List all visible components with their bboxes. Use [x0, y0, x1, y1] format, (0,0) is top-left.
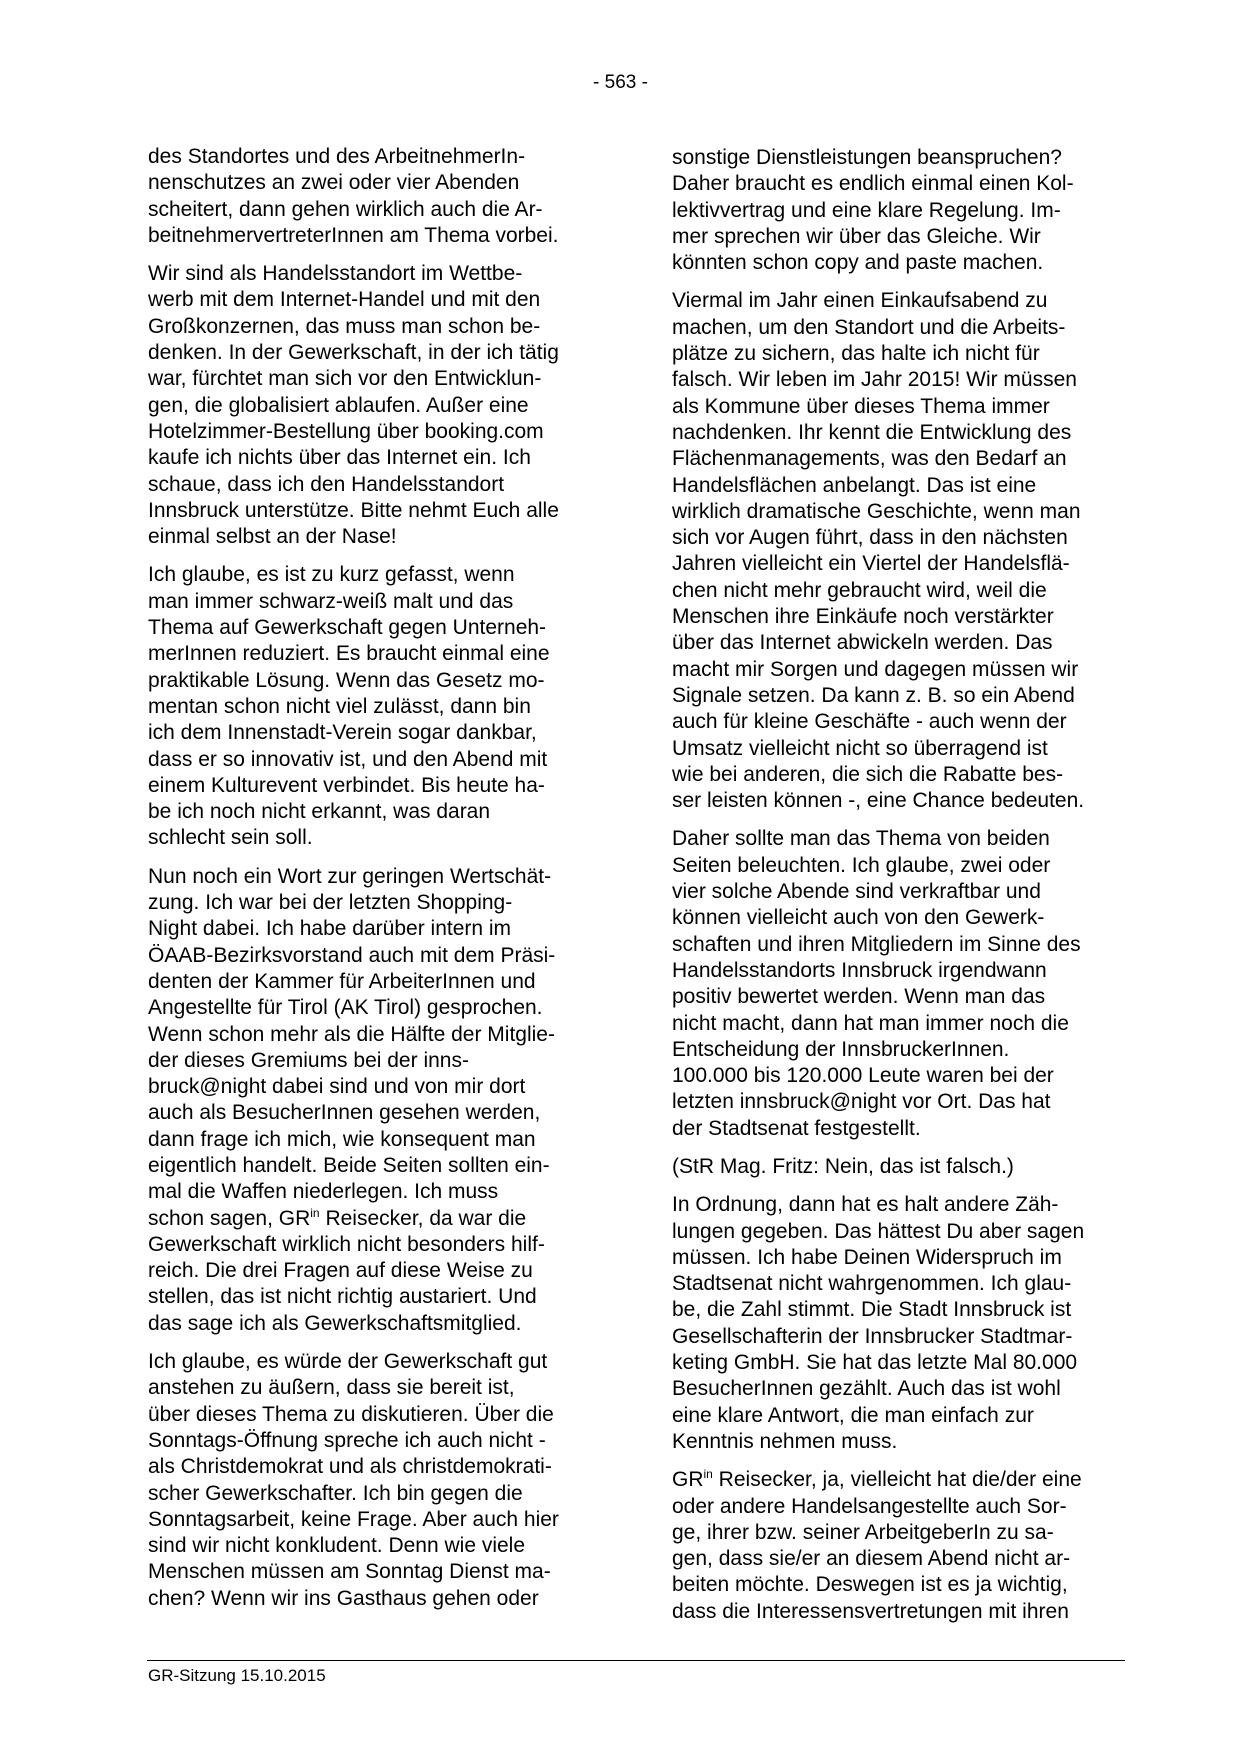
text-line: einmal selbst an der Nase!	[148, 525, 397, 549]
text-line: dass die Interessensvertretungen mit ihren	[672, 1599, 1069, 1623]
text-line: (StR Mag. Fritz: Nein, das ist falsch.)	[672, 1154, 1014, 1178]
text-line: schaften und ihren Mitgliedern im Sinne des	[672, 932, 1081, 956]
text-line: lungen gegeben. Das hättest Du aber sagen	[672, 1219, 1085, 1243]
text-line: beiten möchte. Deswegen ist es ja wichtig,	[672, 1573, 1068, 1597]
text-line: Stadtsenat nicht wahrgenommen. Ich glau-	[672, 1272, 1072, 1296]
text-line: dass er so innovativ ist, und den Abend mit	[148, 747, 548, 771]
right-column	[672, 145, 1122, 1637]
paragraph	[148, 1349, 598, 1612]
text-line: gen, dass sie/er an diesem Abend nicht ar-	[672, 1547, 1071, 1571]
text-line: mentan schon nicht viel zulässt, dann bin	[148, 694, 531, 718]
text-line: letzten innsbruck@night vor Ort. Das hat	[672, 1090, 1051, 1114]
text-line: ge, ihrer bzw. seiner ArbeitgeberIn zu sa-	[672, 1520, 1054, 1544]
text-line: Jahren vielleicht ein Viertel der Handelsflä-	[672, 552, 1070, 576]
text-line: nachdenken. Ihr kennt die Entwicklung des	[672, 420, 1072, 444]
text-line: BesucherInnen gezählt. Auch das ist wohl	[672, 1377, 1061, 1401]
text-line: schlecht sein soll.	[148, 826, 313, 850]
text-line: Signale setzen. Da kann z. B. so ein Abend	[672, 683, 1075, 707]
text-line: über dieses Thema zu diskutieren. Über die	[148, 1402, 554, 1426]
left-column	[148, 144, 598, 1624]
footer-divider	[147, 1660, 1125, 1661]
text-line: beitnehmervertreterInnen am Thema vorbei.	[148, 223, 559, 247]
text-line: scher Gewerkschafter. Ich bin gegen die	[148, 1481, 523, 1505]
text-line: plätze zu sichern, das halte ich nicht für	[672, 342, 1040, 366]
text-line: chen? Wenn wir ins Gasthaus gehen oder	[148, 1586, 539, 1610]
paragraph	[672, 1154, 1122, 1180]
text-line: Sonntagsarbeit, keine Frage. Aber auch hier	[148, 1507, 559, 1531]
text-line: Umsatz vielleicht nicht so überragend ist	[672, 736, 1048, 760]
text-line: könnten schon copy and paste machen.	[672, 251, 1044, 275]
text-line: Daher braucht es endlich einmal einen Kol-	[672, 172, 1074, 196]
text-line: können vielleicht auch von den Gewerk-	[672, 906, 1045, 930]
paragraph	[148, 562, 598, 851]
paragraph	[148, 144, 598, 249]
text-line: oder andere Handelsangestellte auch Sor-	[672, 1494, 1067, 1518]
text-line: wirklich dramatische Geschichte, wenn man	[672, 499, 1081, 523]
text-line: positiv bewertet werden. Wenn man das	[672, 985, 1046, 1009]
text-line: Night dabei. Ich habe darüber intern im	[148, 917, 512, 941]
text-line: Flächenmanagements, was den Bedarf an	[672, 447, 1067, 471]
paragraph	[672, 826, 1122, 1142]
text-line: ich dem Innenstadt-Verein sogar dankbar,	[148, 721, 537, 745]
footer-session-date: GR-Sitzung 15.10.2015	[148, 1666, 326, 1685]
text-line: nicht macht, dann hat man immer noch die	[672, 1011, 1069, 1035]
text-line: mal die Waffen niederlegen. Ich muss	[148, 1180, 499, 1204]
text-line: man immer schwarz-weiß malt und das	[148, 589, 514, 613]
paragraph	[672, 288, 1122, 814]
text-line: vier solche Abende sind verkraftbar und	[672, 880, 1041, 904]
text-line: Kenntnis nehmen muss.	[672, 1429, 898, 1453]
text-line: einem Kulturevent verbindet. Bis heute ha-	[148, 773, 545, 797]
text-line: denken. In der Gewerkschaft, in der ich tätig	[148, 341, 559, 365]
text-line: In Ordnung, dann hat es halt andere Zäh-	[672, 1193, 1059, 1217]
text-line: anstehen zu äußern, dass sie bereit ist,	[148, 1376, 515, 1400]
text-line: chen nicht mehr gebraucht wird, weil die	[672, 578, 1047, 602]
text-line: denten der Kammer für ArbeiterInnen und	[148, 969, 536, 993]
text-line: der Stadtsenat festgestellt.	[672, 1116, 921, 1140]
text-line: Wenn schon mehr als die Hälfte der Mitglie-	[148, 1022, 555, 1046]
paragraph	[148, 864, 598, 1337]
text-line: eigentlich handelt. Beide Seiten sollten ein-	[148, 1153, 550, 1177]
text-line: dann frage ich mich, wie konsequent man	[148, 1127, 536, 1151]
text-line: als Kommune über dieses Thema immer	[672, 394, 1050, 418]
text-line: Thema auf Gewerkschaft gegen Unterneh-	[148, 616, 547, 640]
text-line: sind wir nicht konkludent. Denn wie viele	[148, 1534, 526, 1558]
text-line: des Standortes und des ArbeitnehmerIn-	[148, 145, 526, 168]
text-line: Nun noch ein Wort zur geringen Wertschät-	[148, 864, 552, 888]
text-line: Daher sollte man das Thema von beiden	[672, 827, 1050, 851]
paragraph	[148, 261, 598, 550]
text-line: auch als BesucherInnen gesehen werden,	[148, 1101, 541, 1125]
text-line: Menschen ihre Einkäufe noch verstärkter	[672, 605, 1054, 629]
text-line: falsch. Wir leben im Jahr 2015! Wir müssen	[672, 368, 1077, 392]
text-line: Hotelzimmer-Bestellung über booking.com	[148, 419, 544, 443]
text-line: Viermal im Jahr einen Einkaufsabend zu	[672, 289, 1048, 313]
text-line: $GR^{in}$ Reisecker, ja, vielleicht hat die/der eine	[672, 1467, 1082, 1492]
text-line: stellen, das ist nicht richtig austariert. Und	[148, 1285, 537, 1309]
text-line: Wir sind als Handelsstandort im Wettbe-	[148, 262, 523, 286]
text-line: keting GmbH. Sie hat das letzte Mal 80.000	[672, 1351, 1078, 1375]
text-line: schon sagen, $GR^{in}$ Reisecker, da war die	[148, 1205, 527, 1230]
text-line: be, die Zahl stimmt. Die Stadt Innsbruck ist	[672, 1298, 1072, 1322]
text-line: Großkonzernen, das muss man schon be-	[148, 314, 541, 338]
text-line: gen, die globalisiert ablaufen. Außer eine	[148, 393, 529, 417]
page-number: - 563 -	[593, 72, 648, 93]
text-line: 100.000 bis 120.000 Leute waren bei der	[672, 1064, 1054, 1088]
text-line: Gewerkschaft wirklich nicht besonders hilf-	[148, 1232, 545, 1256]
text-line: mer sprechen wir über das Gleiche. Wir	[672, 224, 1041, 248]
text-line: ser leisten können -, eine Chance bedeuten.	[672, 789, 1085, 813]
text-line: wie bei anderen, die sich die Rabatte bes-	[672, 762, 1064, 786]
text-line: Menschen müssen am Sonntag Dienst ma-	[148, 1560, 551, 1584]
text-line: machen, um den Standort und die Arbeits-	[672, 315, 1066, 339]
text-line: kaufe ich nichts über das Internet ein. Ich	[148, 446, 531, 470]
text-line: macht mir Sorgen und dagegen müssen wir	[672, 657, 1079, 681]
text-line: Gesellschafterin der Innsbrucker Stadtmar-	[672, 1324, 1073, 1348]
text-line: ÖAAB-Bezirksvorstand auch mit dem Präsi-	[148, 943, 556, 967]
text-line: Angestellte für Tirol (AK Tirol) gesprochen.	[148, 996, 543, 1020]
text-line: als Christdemokrat und als christdemokrati-	[148, 1455, 552, 1479]
text-line: be ich noch nicht erkannt, was daran	[148, 800, 491, 824]
text-line: Handelsflächen anbelangt. Das ist eine	[672, 473, 1037, 497]
text-line: Innsbruck unterstütze. Bitte nehmt Euch alle	[148, 498, 559, 522]
paragraph	[672, 1192, 1122, 1455]
paragraph	[672, 145, 1122, 276]
text-line: müssen. Ich habe Deinen Widerspruch im	[672, 1245, 1062, 1269]
text-line: Ich glaube, es würde der Gewerkschaft gut	[148, 1350, 548, 1374]
text-line: sonstige Dienstleistungen beanspruchen?	[672, 146, 1062, 169]
text-line: Ich glaube, es ist zu kurz gefasst, wenn	[148, 563, 515, 587]
text-line: Seiten beleuchten. Ich glaube, zwei oder	[672, 853, 1051, 877]
text-line: lektivvertrag und eine klare Regelung. Im-	[672, 198, 1061, 222]
text-line: scheitert, dann gehen wirklich auch die Ar-	[148, 197, 543, 221]
text-line: nenschutzes an zwei oder vier Abenden	[148, 171, 520, 195]
text-line: sich vor Augen führt, dass in den nächsten	[672, 526, 1068, 550]
text-line: bruck@night dabei sind und von mir dort	[148, 1075, 526, 1099]
text-line: merInnen reduziert. Es braucht einmal eine	[148, 642, 550, 666]
text-line: Sonntags-Öffnung spreche ich auch nicht -	[148, 1428, 546, 1452]
text-line: das sage ich als Gewerkschaftsmitglied.	[148, 1311, 522, 1335]
text-line: auch für kleine Geschäfte - auch wenn der	[672, 710, 1067, 734]
text-line: reich. Die drei Fragen auf diese Weise zu	[148, 1259, 533, 1283]
text-line: war, fürchtet man sich vor den Entwicklun-	[148, 367, 542, 391]
text-line: eine klare Antwort, die man einfach zur	[672, 1403, 1034, 1427]
paragraph	[672, 1467, 1122, 1625]
text-line: Handelsstandorts Innsbruck irgendwann	[672, 958, 1047, 982]
text-line: Entscheidung der InnsbruckerInnen.	[672, 1037, 1010, 1061]
text-line: werb mit dem Internet-Handel und mit den	[148, 288, 541, 312]
text-line: schaue, dass ich den Handelsstandort	[148, 472, 505, 496]
text-line: über das Internet abwickeln werden. Das	[672, 631, 1053, 655]
text-line: praktikable Lösung. Wenn das Gesetz mo-	[148, 668, 545, 692]
text-line: zung. Ich war bei der letzten Shopping-	[148, 891, 513, 915]
text-line: der dieses Gremiums bei der inns-	[148, 1048, 469, 1072]
